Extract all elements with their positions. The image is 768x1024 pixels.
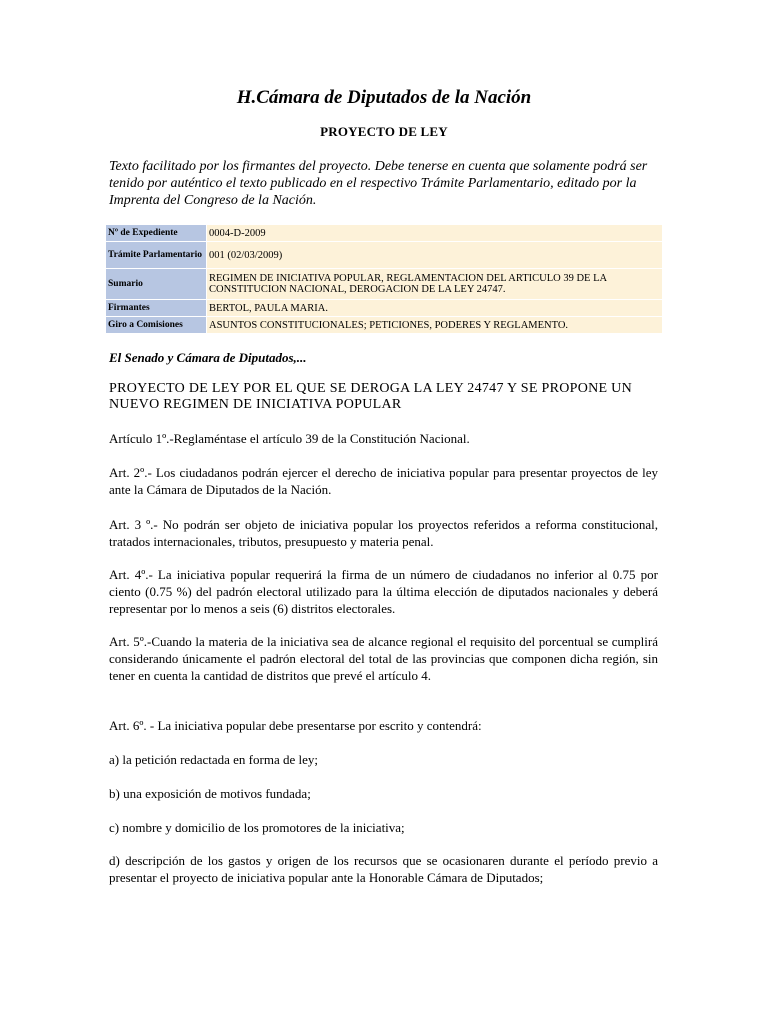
chamber-title: H.Cámara de Diputados de la Nación [236, 87, 532, 108]
paragraph-article-3: Art. 3 º.- No podrán ser objeto de iniciativa popular los proyectos referidos a reforma constitucional, tratados internacionales, tributos, presupuesto y materia penal. [109, 517, 658, 549]
list-item-a: a) la petición redactada en forma de ley; [109, 752, 318, 767]
metadata-key: Firmantes [106, 300, 206, 316]
disclaimer-text: Texto facilitado por los firmantes del proyecto. Debe tenerse en cuenta que solamente podrá ser tenido por auténtico el texto publicado en el respectivo Trámite Parlamentario, editado por la Imprenta del Congreso de la Nación. [109, 159, 648, 208]
metadata-key: Trámite Parlamentario [106, 242, 206, 268]
metadata-key: Sumario [106, 269, 206, 299]
paragraph-article-2: Art. 2º.- Los ciudadanos podrán ejercer el derecho de iniciativa popular para presentar proyectos de ley ante la Cámara de Diputados de la Nación. [109, 465, 658, 497]
metadata-value: 001 (02/03/2009) [207, 242, 662, 268]
metadata-value: 0004-D-2009 [207, 225, 662, 241]
list-item-b: b) una exposición de motivos fundada; [109, 786, 311, 801]
paragraph-article-4: Art. 4º.- La iniciativa popular requerirá la firma de un número de ciudadanos no inferior al 0.75 por ciento (0.75 %) del padrón electoral utilizado para la última elección de diputados nacionales y deberá representar por lo menos a seis (6) distritos electorales. [109, 567, 658, 616]
salutation: El Senado y Cámara de Diputados,... [109, 350, 307, 365]
document-kind-heading: PROYECTO DE LEY [320, 124, 448, 139]
list-item-d: d) descripción de los gastos y origen de los recursos que se ocasionaren durante el período previo a presentar el proyecto de iniciativa popular ante la Honorable Cámara de Diputados; [109, 853, 658, 885]
paragraph-article-1: Artículo 1º.-Reglaméntase el artículo 39 de la Constitución Nacional. [109, 431, 470, 446]
paragraph-article-6: Art. 6º. - La iniciativa popular debe presentarse por escrito y contendrá: [109, 718, 482, 733]
metadata-row-expediente [106, 225, 662, 241]
metadata-row-sumario [106, 269, 662, 299]
metadata-key: Nº de Expediente [106, 225, 206, 241]
list-item-c: c) nombre y domicilio de los promotores de la iniciativa; [109, 820, 405, 835]
metadata-table [105, 224, 663, 334]
metadata-value: BERTOL, PAULA MARIA. [207, 300, 662, 316]
metadata-row-giro [106, 317, 662, 333]
law-title: PROYECTO DE LEY POR EL QUE SE DEROGA LA LEY 24747 Y SE PROPONE UN NUEVO REGIMEN DE INICIATIVA POPULAR [109, 381, 632, 412]
metadata-key: Giro a Comisiones [106, 317, 206, 333]
metadata-value: ASUNTOS CONSTITUCIONALES; PETICIONES, PODERES Y REGLAMENTO. [207, 317, 662, 333]
metadata-value: REGIMEN DE INICIATIVA POPULAR, REGLAMENTACION DEL ARTICULO 39 DE LA CONSTITUCION NACIONAL, DEROGACION DE LA LEY 24747. [207, 269, 662, 299]
paragraph-article-5: Art. 5º.-Cuando la materia de la iniciativa sea de alcance regional el requisito del porcentual se cumplirá considerando únicamente el padrón electoral del total de las provincias que componen dicha región, sin tener en cuenta la cantidad de distritos que prevé el artículo 4. [109, 634, 658, 683]
metadata-row-tramite [106, 242, 662, 268]
metadata-row-firmantes [106, 300, 662, 316]
